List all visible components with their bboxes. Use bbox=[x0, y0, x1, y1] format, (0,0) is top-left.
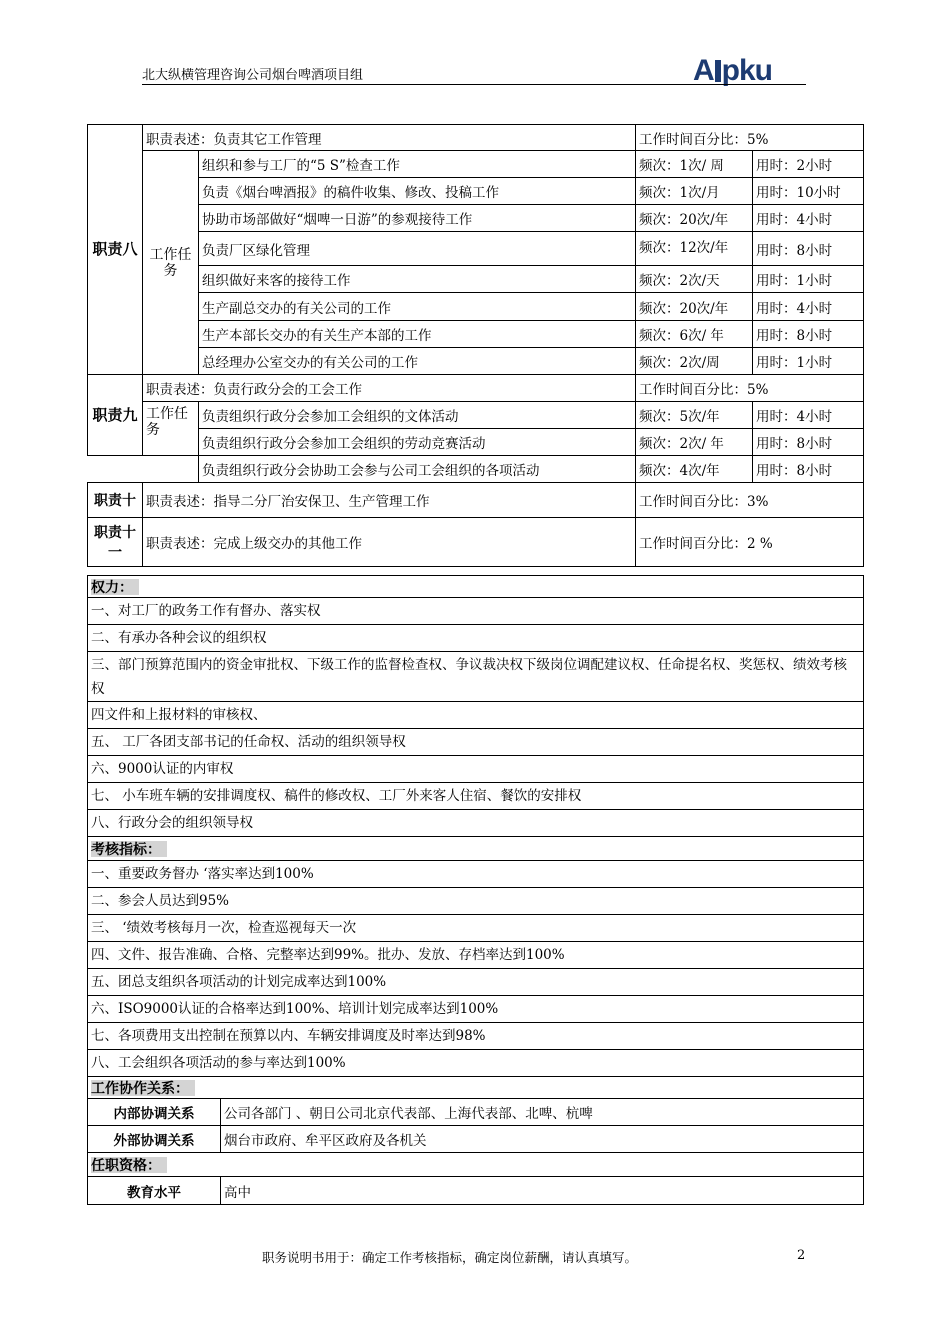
duty9-task-text: 负责组织行政分会参加工会组织的劳动竞赛活动 bbox=[199, 429, 636, 456]
duty8-task-freq: 频次：1次/月 bbox=[636, 178, 753, 205]
power-item: 五、 工厂各团支部书记的任命权、活动的组织领导权 bbox=[88, 729, 864, 756]
duty8-task-freq: 频次：2次/周 bbox=[636, 348, 753, 375]
power-item: 三、部门预算范围内的资金审批权、下级工作的监督检查权、争议裁决权下级岗位调配建议权、任命提名权、奖惩权、绩效考核权 bbox=[88, 652, 864, 702]
duty8-task-time: 用时：1小时 bbox=[753, 348, 864, 375]
power-item: 六、9000认证的内审权 bbox=[88, 756, 864, 783]
collab-title: 工作协作关系： bbox=[88, 1077, 864, 1099]
kpi-item: 四、文件、报告准确、合格、完整率达到99%。批办、发放、存档率达到100% bbox=[88, 942, 864, 969]
header-company: 北大纵横管理咨询公司烟台啤酒项目组 bbox=[142, 68, 364, 83]
duties-table bbox=[87, 124, 864, 567]
kpi-item: 六、ISO9000认证的合格率达到100%、培训计划完成率达到100% bbox=[88, 996, 864, 1023]
duty8-task-freq: 频次：20次/年 bbox=[636, 205, 753, 232]
kpi-item: 一、重要政务督办 ‘落实率达到100% bbox=[88, 861, 864, 888]
external-collab-label: 外部协调关系 bbox=[88, 1126, 221, 1153]
duty10-desc: 职责表述：指导二分厂治安保卫、生产管理工作 bbox=[143, 483, 636, 518]
duty8-task-time: 用时：10小时 bbox=[753, 178, 864, 205]
education-label: 教育水平 bbox=[88, 1177, 221, 1205]
kpi-title: 考核指标： bbox=[88, 837, 864, 861]
duty8-task-freq: 频次：2次/天 bbox=[636, 266, 753, 293]
duty9-task-text: 负责组织行政分会协助工会参与公司工会组织的各项活动 bbox=[199, 456, 636, 483]
duty9-task-time: 用时：4小时 bbox=[753, 402, 864, 429]
power-item: 七、 小车班车辆的安排调度权、稿件的修改权、工厂外来客人住宿、餐饮的安排权 bbox=[88, 783, 864, 810]
duty8-task-freq: 频次：6次/ 年 bbox=[636, 321, 753, 348]
duty8-label: 职责八 bbox=[88, 125, 143, 375]
powers-title: 权力： bbox=[88, 576, 864, 598]
duty8-task-time: 用时：4小时 bbox=[753, 205, 864, 232]
education-value: 高中 bbox=[221, 1177, 864, 1205]
duty9-task-freq: 频次：5次/年 bbox=[636, 402, 753, 429]
footer-note: 职务说明书用于：确定工作考核指标，确定岗位薪酬，请认真填写。 bbox=[262, 1250, 638, 1265]
kpi-item: 八、工会组织各项活动的参与率达到100% bbox=[88, 1050, 864, 1077]
power-item: 四文件和上报材料的审核权、 bbox=[88, 702, 864, 729]
duty11-percent: 工作时间百分比：2 % bbox=[636, 518, 864, 567]
duty11-desc: 职责表述：完成上级交办的其他工作 bbox=[143, 518, 636, 567]
duty9-task-freq: 频次：2次/ 年 bbox=[636, 429, 753, 456]
duty8-task-freq: 频次：20次/年 bbox=[636, 293, 753, 321]
duty8-task-text: 组织和参与工厂的“5 S”检查工作 bbox=[199, 151, 636, 178]
kpi-item: 三、 ‘绩效考核每月一次，检查巡视每天一次 bbox=[88, 915, 864, 942]
page-number: 2 bbox=[797, 1248, 806, 1263]
duty8-task-time: 用时：8小时 bbox=[753, 321, 864, 348]
company-logo: A pku bbox=[693, 54, 773, 87]
duty8-task-text: 生产本部长交办的有关生产本部的工作 bbox=[199, 321, 636, 348]
kpi-item: 七、各项费用支出控制在预算以内、车辆安排调度及时率达到98% bbox=[88, 1023, 864, 1050]
external-collab-value: 烟台市政府、牟平区政府及各机关 bbox=[221, 1126, 864, 1153]
qual-title: 任职资格： bbox=[88, 1153, 864, 1177]
duty8-task-text: 负责厂区绿化管理 bbox=[199, 232, 636, 266]
internal-collab-label: 内部协调关系 bbox=[88, 1099, 221, 1126]
duty8-percent: 工作时间百分比：5% bbox=[636, 125, 864, 151]
kpi-item: 二、参会人员达到95% bbox=[88, 888, 864, 915]
duty10-label: 职责十 bbox=[88, 483, 143, 518]
power-item: 八、行政分会的组织领导权 bbox=[88, 810, 864, 837]
duty8-task-time: 用时：4小时 bbox=[753, 293, 864, 321]
duty8-task-text: 协助市场部做好“烟啤一日游”的参观接待工作 bbox=[199, 205, 636, 232]
duty9-task-text: 负责组织行政分会参加工会组织的文体活动 bbox=[199, 402, 636, 429]
duty8-task-label: 工作任务 bbox=[143, 151, 199, 375]
duty11-label: 职责十一 bbox=[88, 518, 143, 567]
kpi-item: 五、团总支组织各项活动的计划完成率达到100% bbox=[88, 969, 864, 996]
duty8-task-text: 总经理办公室交办的有关公司的工作 bbox=[199, 348, 636, 375]
duty8-task-freq: 频次：12次/年 bbox=[636, 232, 753, 266]
duty9-task-time: 用时：8小时 bbox=[753, 429, 864, 456]
duty10-percent: 工作时间百分比：3% bbox=[636, 483, 864, 518]
power-item: 一、对工厂的政务工作有督办、落实权 bbox=[88, 598, 864, 625]
duty8-task-text: 负责《烟台啤酒报》的稿件收集、修改、投稿工作 bbox=[199, 178, 636, 205]
duty8-task-freq: 频次：1次/ 周 bbox=[636, 151, 753, 178]
duty9-task-freq: 频次：4次/年 bbox=[636, 456, 753, 483]
duty9-percent: 工作时间百分比：5% bbox=[636, 375, 864, 402]
duty8-task-text: 组织做好来客的接待工作 bbox=[199, 266, 636, 293]
duty8-task-time: 用时：8小时 bbox=[753, 232, 864, 266]
duty8-task-text: 生产副总交办的有关公司的工作 bbox=[199, 293, 636, 321]
duty9-task-time: 用时：8小时 bbox=[753, 456, 864, 483]
blank-cell bbox=[88, 456, 199, 483]
duty9-label: 职责九 bbox=[88, 375, 143, 456]
internal-collab-value: 公司各部门 、朝日公司北京代表部、上海代表部、北啤、杭啤 bbox=[221, 1099, 864, 1126]
power-item: 二、有承办各种会议的组织权 bbox=[88, 625, 864, 652]
details-table bbox=[87, 575, 864, 1205]
duty9-desc: 职责表述：负责行政分会的工会工作 bbox=[143, 375, 636, 402]
header-divider bbox=[142, 84, 806, 85]
duty8-task-time: 用时：2小时 bbox=[753, 151, 864, 178]
duty9-task-label: 工作任务 bbox=[143, 402, 199, 456]
duty8-desc: 职责表述：负责其它工作管理 bbox=[143, 125, 636, 151]
duty8-task-time: 用时：1小时 bbox=[753, 266, 864, 293]
